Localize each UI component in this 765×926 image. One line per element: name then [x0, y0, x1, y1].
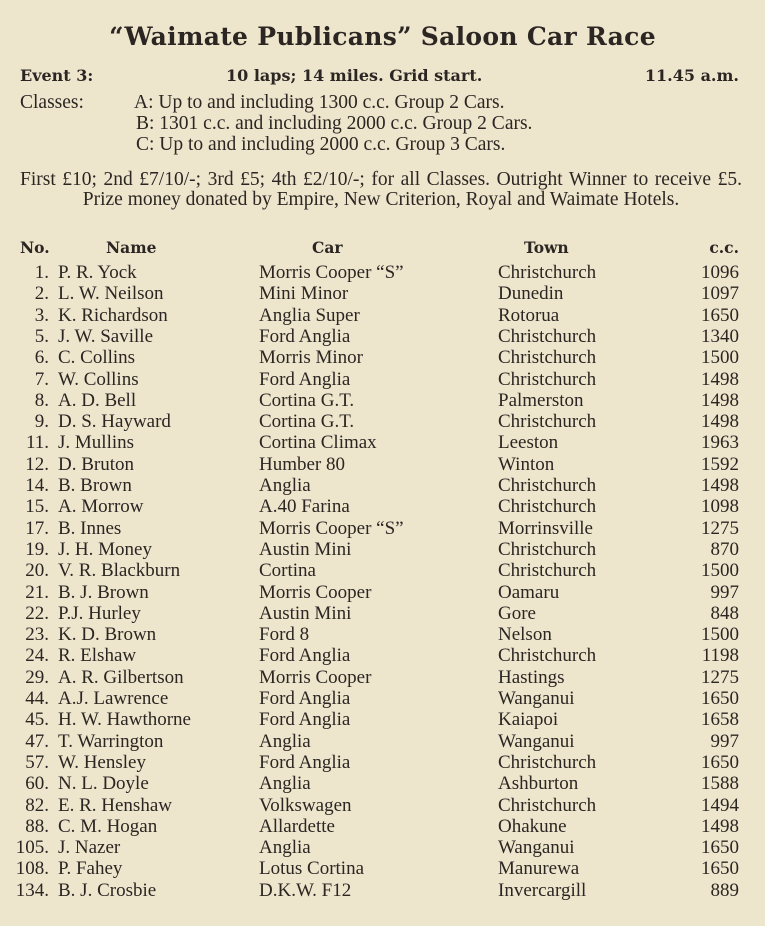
driver-name: K. Richardson — [58, 304, 168, 326]
car-model: Ford Anglia — [259, 645, 351, 667]
driver-name: B. J. Brown — [58, 581, 149, 603]
engine-cc: 848 — [710, 602, 739, 624]
table-row — [0, 603, 765, 624]
town: Gore — [498, 602, 536, 624]
entry-number: 2. — [34, 283, 49, 305]
engine-cc: 1498 — [701, 475, 739, 496]
entry-number: 45. — [25, 709, 49, 731]
driver-name: W. Hensley — [58, 751, 146, 773]
header-name: Name — [106, 238, 157, 257]
engine-cc: 1275 — [701, 666, 739, 688]
town: Wanganui — [498, 730, 575, 752]
driver-name: T. Warrington — [58, 730, 164, 752]
entry-number: 108. — [15, 858, 49, 880]
entry-number: 29. — [25, 666, 49, 688]
driver-name: P.J. Hurley — [58, 602, 141, 624]
driver-name: P. R. Yock — [58, 262, 137, 283]
driver-name: B. Brown — [58, 475, 132, 496]
engine-cc: 1097 — [701, 283, 739, 305]
entry-number: 1. — [34, 262, 49, 283]
engine-cc: 1275 — [701, 517, 739, 539]
entry-number: 6. — [34, 347, 49, 369]
car-model: Ford Anglia — [259, 688, 351, 709]
header-no: No. — [20, 238, 50, 257]
driver-name: J. Mullins — [58, 432, 135, 454]
car-model: Ford 8 — [259, 624, 310, 646]
table-row — [0, 816, 765, 837]
town: Ashburton — [498, 773, 579, 795]
header-cc: c.c. — [709, 238, 739, 257]
town: Invercargill — [498, 879, 587, 901]
table-row — [0, 390, 765, 411]
race-title: “Waimate Publicans” Saloon Car Race — [109, 22, 656, 51]
town: Christchurch — [498, 411, 597, 433]
driver-name: B. Innes — [58, 517, 122, 539]
table-row — [0, 858, 765, 879]
entry-number: 19. — [25, 538, 49, 560]
table-row — [0, 752, 765, 773]
car-model: Ford Anglia — [259, 368, 351, 390]
entry-number: 57. — [25, 751, 49, 773]
town: Christchurch — [498, 347, 597, 369]
table-row — [0, 539, 765, 560]
car-model: Anglia Super — [259, 304, 360, 326]
car-model: Cortina G.T. — [259, 389, 355, 411]
event-number: Event 3: — [20, 66, 94, 85]
car-model: Cortina G.T. — [259, 411, 355, 433]
town: Kaiapoi — [498, 709, 559, 731]
entry-number: 24. — [25, 645, 49, 667]
town: Christchurch — [498, 560, 597, 582]
table-row — [0, 411, 765, 432]
entry-number: 134. — [15, 879, 49, 901]
entry-number: 9. — [34, 411, 49, 433]
entry-number: 47. — [25, 730, 49, 752]
engine-cc: 1498 — [701, 815, 739, 837]
driver-name: V. R. Blackburn — [58, 560, 181, 582]
car-model: Anglia — [259, 730, 311, 752]
entry-number: 15. — [25, 496, 49, 518]
table-row — [0, 773, 765, 794]
car-model: Morris Minor — [259, 347, 363, 369]
town: Christchurch — [498, 496, 597, 518]
driver-name: P. Fahey — [58, 858, 123, 880]
car-model: Morris Cooper — [259, 581, 372, 603]
engine-cc: 1498 — [701, 411, 739, 433]
table-row — [0, 795, 765, 816]
car-model: Morris Cooper “S” — [259, 262, 404, 283]
driver-name: E. R. Henshaw — [58, 794, 172, 816]
town: Oamaru — [498, 581, 560, 603]
engine-cc: 870 — [710, 538, 739, 560]
engine-cc: 889 — [710, 879, 739, 901]
town: Hastings — [498, 666, 565, 688]
engine-cc: 1963 — [701, 432, 739, 454]
car-model: Lotus Cortina — [259, 858, 365, 880]
engine-cc: 1650 — [701, 688, 739, 709]
car-model: Ford Anglia — [259, 325, 351, 347]
car-model: D.K.W. F12 — [259, 879, 352, 901]
table-row — [0, 731, 765, 752]
town: Palmerston — [498, 389, 584, 411]
table-row — [0, 326, 765, 347]
driver-name: A.J. Lawrence — [58, 688, 169, 709]
town: Ohakune — [498, 815, 567, 837]
engine-cc: 1096 — [701, 262, 739, 283]
car-model: Allardette — [259, 815, 335, 837]
entry-number: 60. — [25, 773, 49, 795]
class-c: C: Up to and including 2000 c.c. Group 3 Cars. — [136, 134, 506, 155]
driver-name: R. Elshaw — [58, 645, 137, 667]
table-row — [0, 496, 765, 517]
table-row — [0, 305, 765, 326]
driver-name: A. R. Gilbertson — [58, 666, 184, 688]
table-row — [0, 475, 765, 496]
entry-number: 12. — [25, 453, 49, 475]
engine-cc: 1650 — [701, 837, 739, 859]
event-details: 10 laps; 14 miles. Grid start. — [226, 66, 483, 85]
table-row — [0, 262, 765, 283]
engine-cc: 1500 — [701, 560, 739, 582]
table-row — [0, 283, 765, 304]
car-model: Humber 80 — [259, 453, 346, 475]
car-model: Austin Mini — [259, 602, 352, 624]
entry-number: 17. — [25, 517, 49, 539]
entry-number: 21. — [25, 581, 49, 603]
town: Leeston — [498, 432, 559, 454]
car-model: Anglia — [259, 475, 311, 496]
engine-cc: 1500 — [701, 624, 739, 646]
engine-cc: 997 — [710, 581, 739, 603]
town: Manurewa — [498, 858, 580, 880]
entry-number: 3. — [34, 304, 49, 326]
driver-name: W. Collins — [58, 368, 139, 390]
table-row — [0, 432, 765, 453]
car-model: Austin Mini — [259, 538, 352, 560]
town: Rotorua — [498, 304, 560, 326]
engine-cc: 1592 — [701, 453, 739, 475]
entry-number: 14. — [25, 475, 49, 496]
engine-cc: 997 — [710, 730, 739, 752]
class-a: A: Up to and including 1300 c.c. Group 2 Cars. — [134, 92, 505, 113]
table-row — [0, 518, 765, 539]
table-row — [0, 369, 765, 390]
entry-number: 22. — [25, 602, 49, 624]
town: Christchurch — [498, 538, 597, 560]
driver-name: N. L. Doyle — [58, 773, 149, 795]
header-town: Town — [524, 238, 569, 257]
entry-number: 7. — [34, 368, 49, 390]
town: Christchurch — [498, 794, 597, 816]
header-car: Car — [312, 238, 343, 257]
driver-name: C. Collins — [58, 347, 136, 369]
driver-name: J. H. Money — [58, 538, 152, 560]
town: Christchurch — [498, 325, 597, 347]
engine-cc: 1650 — [701, 751, 739, 773]
engine-cc: 1650 — [701, 304, 739, 326]
driver-name: K. D. Brown — [58, 624, 157, 646]
entry-number: 88. — [25, 815, 49, 837]
engine-cc: 1340 — [701, 325, 739, 347]
entry-number: 23. — [25, 624, 49, 646]
driver-name: B. J. Crosbie — [58, 879, 157, 901]
car-model: Cortina — [259, 560, 316, 582]
entry-number: 11. — [25, 432, 49, 454]
driver-name: A. Morrow — [58, 496, 144, 518]
town: Christchurch — [498, 645, 597, 667]
entry-number: 5. — [34, 325, 49, 347]
driver-name: D. Bruton — [58, 453, 134, 475]
engine-cc: 1494 — [701, 794, 739, 816]
town: Christchurch — [498, 368, 597, 390]
town: Nelson — [498, 624, 552, 646]
table-row — [0, 837, 765, 858]
town: Morrinsville — [498, 517, 593, 539]
engine-cc: 1650 — [701, 858, 739, 880]
town: Christchurch — [498, 475, 597, 496]
engine-cc: 1588 — [701, 773, 739, 795]
driver-name: J. W. Saville — [58, 325, 154, 347]
car-model: Ford Anglia — [259, 709, 351, 731]
table-row — [0, 645, 765, 666]
car-model: Morris Cooper “S” — [259, 517, 404, 539]
driver-name: A. D. Bell — [58, 389, 137, 411]
table-row — [0, 667, 765, 688]
event-time: 11.45 a.m. — [644, 66, 739, 85]
engine-cc: 1098 — [701, 496, 739, 518]
driver-name: L. W. Neilson — [58, 283, 164, 305]
table-row — [0, 454, 765, 475]
engine-cc: 1498 — [701, 389, 739, 411]
car-model: Anglia — [259, 837, 311, 859]
driver-name: H. W. Hawthorne — [58, 709, 191, 731]
engine-cc: 1500 — [701, 347, 739, 369]
table-row — [0, 880, 765, 901]
entry-number: 44. — [25, 688, 49, 709]
town: Winton — [498, 453, 555, 475]
classes-label: Classes: — [20, 92, 84, 113]
town: Wanganui — [498, 837, 575, 859]
entry-number: 8. — [34, 389, 49, 411]
entry-number: 20. — [25, 560, 49, 582]
car-model: Volkswagen — [259, 794, 352, 816]
town: Dunedin — [498, 283, 564, 305]
table-row — [0, 624, 765, 645]
town: Christchurch — [498, 262, 597, 283]
car-model: A.40 Farina — [259, 496, 350, 518]
table-row — [0, 347, 765, 368]
car-model: Mini Minor — [259, 283, 349, 305]
table-row — [0, 709, 765, 730]
engine-cc: 1198 — [701, 645, 739, 667]
town: Christchurch — [498, 751, 597, 773]
driver-name: C. M. Hogan — [58, 815, 158, 837]
engine-cc: 1498 — [701, 368, 739, 390]
car-model: Cortina Climax — [259, 432, 377, 454]
class-b: B: 1301 c.c. and including 2000 c.c. Group 2 Cars. — [136, 113, 533, 134]
driver-name: D. S. Hayward — [58, 411, 171, 433]
table-row — [0, 688, 765, 709]
prize-money: First £10; 2nd £7/10/-; 3rd £5; 4th £2/10/-; for all Classes. Outright Winner to receive £5. Prize money donated by Empire, New Criterion, Royal and Waimate Hotels. — [20, 169, 742, 210]
car-model: Anglia — [259, 773, 311, 795]
car-model: Ford Anglia — [259, 751, 351, 773]
table-row — [0, 560, 765, 581]
table-row — [0, 582, 765, 603]
town: Wanganui — [498, 688, 575, 709]
driver-name: J. Nazer — [58, 837, 121, 859]
entry-number: 105. — [15, 837, 49, 859]
entry-number: 82. — [25, 794, 49, 816]
car-model: Morris Cooper — [259, 666, 372, 688]
engine-cc: 1658 — [701, 709, 739, 731]
